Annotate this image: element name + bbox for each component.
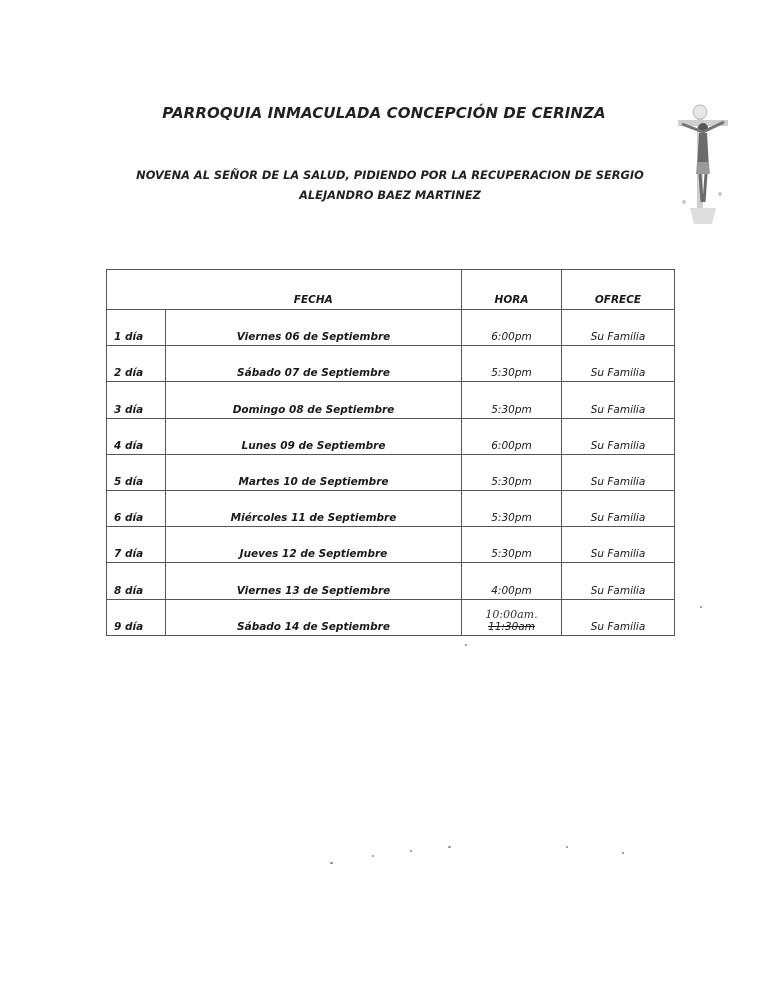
- row-fecha: Domingo 08 de Septiembre: [166, 382, 462, 418]
- header-ofrece: OFRECE: [562, 270, 675, 310]
- row-hora: 5:30pm: [462, 454, 562, 490]
- table-row: [107, 346, 675, 382]
- row-fecha: Sábado 07 de Septiembre: [166, 346, 462, 382]
- row-ofrece: Su Familia: [562, 382, 675, 418]
- scan-speck: [330, 862, 333, 864]
- page-title: PARROQUIA INMACULADA CONCEPCIÓN DE CERINZA: [162, 104, 606, 122]
- row-day: 4 día: [107, 418, 166, 454]
- row-fecha: Viernes 13 de Septiembre: [166, 563, 462, 599]
- row-hora: 5:30pm: [462, 527, 562, 563]
- struck-hora: 11:30am: [488, 620, 535, 633]
- table-header-row: [107, 270, 675, 310]
- row-fecha: Miércoles 11 de Septiembre: [166, 490, 462, 526]
- scan-speck: [410, 850, 412, 852]
- table-row: [107, 454, 675, 490]
- scan-speck: [700, 606, 702, 608]
- header-fecha: FECHA: [166, 270, 462, 310]
- row-hora: 6:00pm: [462, 310, 562, 346]
- row-fecha: Lunes 09 de Septiembre: [166, 418, 462, 454]
- table-row: [107, 418, 675, 454]
- row-day: 9 día: [107, 599, 166, 635]
- row-fecha: Sábado 14 de Septiembre: [166, 599, 462, 635]
- row-hora: [462, 599, 562, 635]
- scan-speck: [465, 644, 467, 646]
- row-ofrece: Su Familia: [562, 418, 675, 454]
- row-fecha: Viernes 06 de Septiembre: [166, 310, 462, 346]
- row-ofrece: Su Familia: [562, 527, 675, 563]
- row-hora: 5:30pm: [462, 382, 562, 418]
- table-row: [107, 310, 675, 346]
- row-hora: 5:30pm: [462, 490, 562, 526]
- scan-speck: [566, 846, 568, 848]
- subtitle-line-2: ALEJANDRO BAEZ MARTINEZ: [299, 188, 481, 202]
- row-day: 6 día: [107, 490, 166, 526]
- scan-speck: [448, 846, 451, 848]
- row-day: 7 día: [107, 527, 166, 563]
- row-ofrece: Su Familia: [562, 490, 675, 526]
- subtitle-line-1: NOVENA AL SEÑOR DE LA SALUD, PIDIENDO POR LA RECUPERACION DE SERGIO: [136, 168, 644, 182]
- row-ofrece: Su Familia: [562, 310, 675, 346]
- row-fecha: Martes 10 de Septiembre: [166, 454, 462, 490]
- header-day: [107, 270, 166, 310]
- table-row: [107, 527, 675, 563]
- row-day: 1 día: [107, 310, 166, 346]
- row-hora: 6:00pm: [462, 418, 562, 454]
- row-ofrece: Su Familia: [562, 563, 675, 599]
- scan-speck: [372, 855, 374, 857]
- table-row: [107, 599, 675, 635]
- row-day: 5 día: [107, 454, 166, 490]
- row-hora: 4:00pm: [462, 563, 562, 599]
- row-day: 3 día: [107, 382, 166, 418]
- page-subtitle: [110, 165, 670, 205]
- row-day: 8 día: [107, 563, 166, 599]
- row-day: 2 día: [107, 346, 166, 382]
- row-ofrece: Su Familia: [562, 454, 675, 490]
- handwritten-hora: 10:00am.: [485, 607, 538, 621]
- table-row: [107, 563, 675, 599]
- novena-table: [106, 269, 675, 636]
- hora-correction: [485, 609, 537, 633]
- crucifix-icon: [670, 98, 736, 230]
- row-ofrece: Su Familia: [562, 599, 675, 635]
- table-row: [107, 382, 675, 418]
- row-fecha: Jueves 12 de Septiembre: [166, 527, 462, 563]
- scan-speck: [622, 852, 624, 854]
- header-hora: HORA: [462, 270, 562, 310]
- table-row: [107, 490, 675, 526]
- row-ofrece: Su Familia: [562, 346, 675, 382]
- row-hora: 5:30pm: [462, 346, 562, 382]
